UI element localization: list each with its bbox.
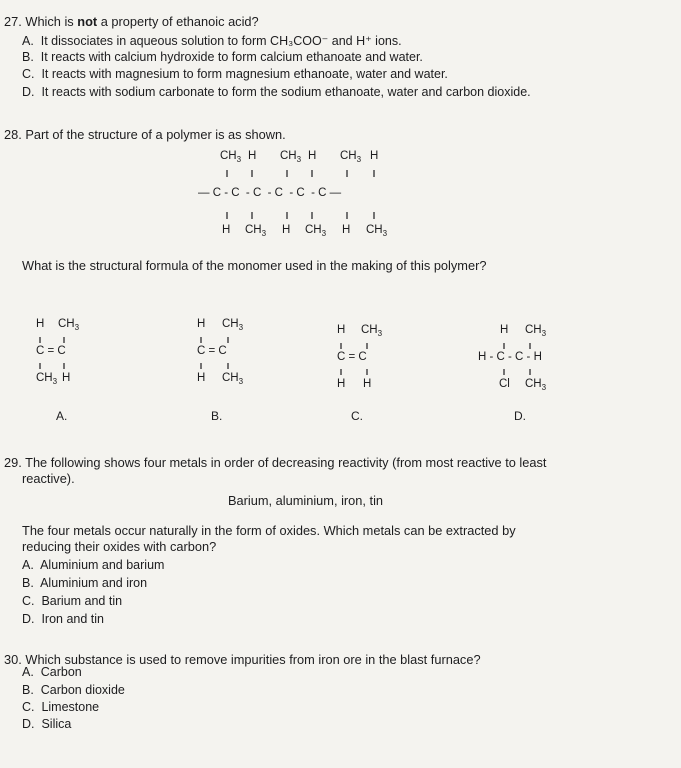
polymer-bottom-2: $CH_3$: [245, 224, 267, 238]
polymer-top-1: $CH_3$: [220, 150, 242, 164]
q29-stem-cont: reactive).: [22, 471, 75, 486]
q29-para-line1: The four metals occur naturally in the form of oxides. Which metals can be extracted by: [22, 523, 516, 538]
q27-stem: 27. Which is not a property of ethanoic acid?: [4, 14, 259, 29]
polymer-bottom-3: H: [282, 224, 291, 236]
choice-d-label: D.: [514, 409, 526, 423]
polymer-bottom-1: H: [222, 224, 231, 236]
choice-b-structure: H $CH_3$ C = C H $CH_3$ B.: [197, 318, 277, 428]
polymer-bonds: [170, 150, 430, 250]
q30-option-b: B. Carbon dioxide: [22, 683, 125, 697]
q29-option-a: A. Aluminium and barium: [22, 558, 165, 572]
choice-b-bonds: [197, 318, 277, 408]
q27-option-a: A. It dissociates in aqueous solution to form CH₃COO⁻ and H⁺ ions.: [22, 34, 402, 48]
choice-d-bonds: [472, 324, 592, 414]
q29-option-c: C. Barium and tin: [22, 594, 123, 608]
q27-option-d: D. It reacts with sodium carbonate to form the sodium ethanoate, water and carbon dioxide.: [22, 85, 531, 99]
polymer-bottom-4: $CH_3$: [305, 224, 327, 238]
q29-option-b: B. Aluminium and iron: [22, 576, 148, 590]
choice-c-structure: H $CH_3$ C = C H H C.: [337, 324, 417, 434]
choice-a-bonds: [36, 318, 116, 408]
polymer-top-3: $CH_3$: [280, 150, 302, 164]
q29-option-d: D. Iron and tin: [22, 612, 104, 626]
q30-stem: 30. Which substance is used to remove impurities from iron ore in the blast furnace?: [4, 652, 481, 667]
polymer-top-6: H: [370, 150, 379, 162]
polymer-top-4: H: [308, 150, 317, 162]
polymer-structure: [170, 150, 430, 250]
choice-c-label: C.: [351, 409, 363, 423]
polymer-top-5: $CH_3$: [340, 150, 362, 164]
choice-a-label: A.: [56, 409, 68, 423]
polymer-top-2: H: [248, 150, 257, 162]
choice-b-label: B.: [211, 409, 223, 423]
q30-option-d: D. Silica: [22, 717, 72, 731]
q30-option-c: C. Limestone: [22, 700, 100, 714]
q27-option-c: C. It reacts with magnesium to form magnesium ethanoate, water and water.: [22, 67, 448, 81]
q29-stem: 29. The following shows four metals in order of decreasing reactivity (from most reactive to least: [4, 455, 547, 470]
q27-option-b: B. It reacts with calcium hydroxide to form calcium ethanoate and water.: [22, 50, 423, 64]
q28-question: What is the structural formula of the monomer used in the making of this polymer?: [22, 258, 487, 273]
q28-stem: 28. Part of the structure of a polymer is as shown.: [4, 127, 286, 142]
polymer-chain: — C - C - C - C - C - C —: [198, 187, 342, 199]
choice-d-structure: H $CH_3$ H - C - C - H Cl $CH_3$ D.: [472, 324, 592, 434]
polymer-bottom-6: $CH_3$: [366, 224, 388, 238]
choice-c-bonds: [337, 324, 417, 414]
q29-metals: Barium, aluminium, iron, tin: [228, 493, 384, 508]
choice-a-structure: H $CH_3$ C = C $CH_3$ H A.: [36, 318, 116, 428]
q29-para-line2: reducing their oxides with carbon?: [22, 539, 217, 554]
polymer-bottom-5: H: [342, 224, 351, 236]
q30-option-a: A. Carbon: [22, 665, 82, 679]
